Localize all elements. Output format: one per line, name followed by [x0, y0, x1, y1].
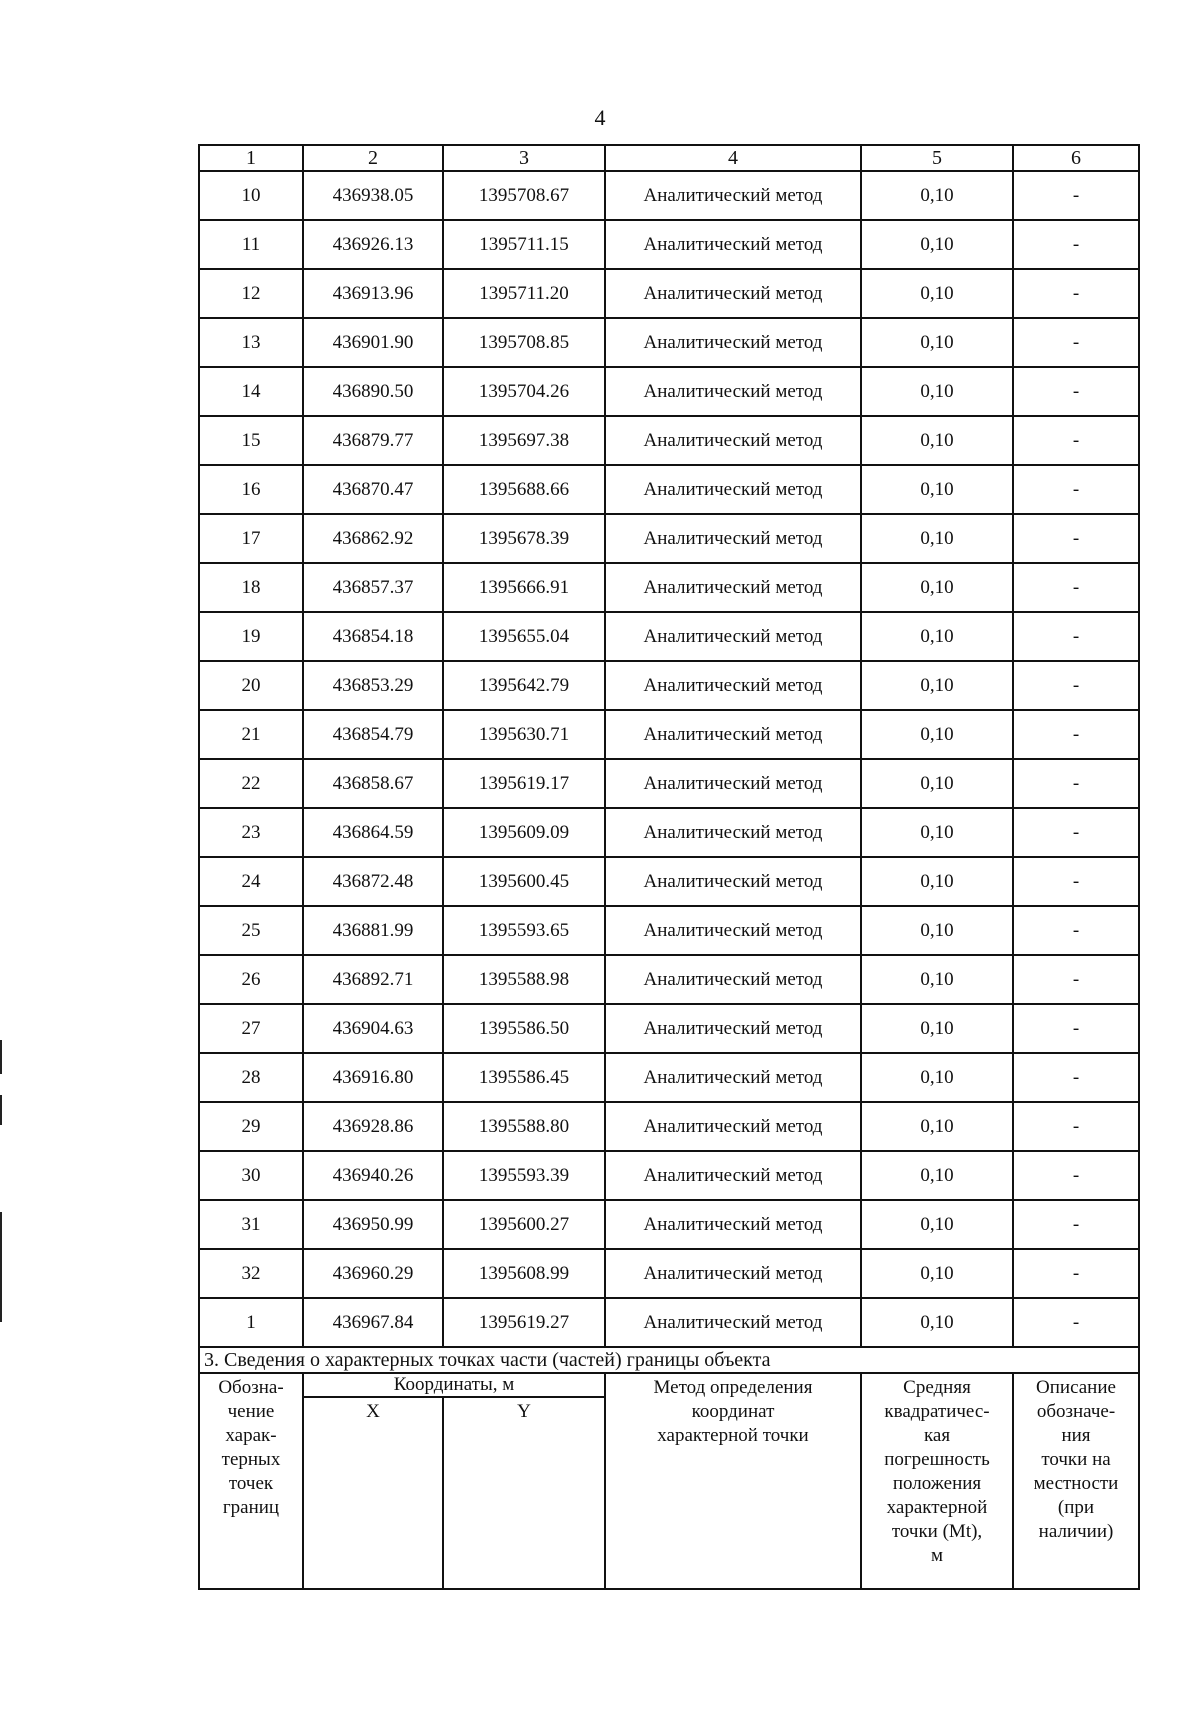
x-coordinate-cell: 436881.99: [303, 906, 443, 955]
method-cell: Аналитический метод: [605, 612, 861, 661]
y-coordinate-cell: 1395708.85: [443, 318, 605, 367]
table-row: [199, 563, 1139, 612]
column-number: 6: [1013, 145, 1139, 171]
y-coordinate-cell: 1395586.50: [443, 1004, 605, 1053]
y-coordinate-cell: 1395655.04: [443, 612, 605, 661]
description-cell: -: [1013, 269, 1139, 318]
header-x: X: [303, 1397, 443, 1589]
mt-cell: 0,10: [861, 563, 1013, 612]
x-coordinate-cell: 436872.48: [303, 857, 443, 906]
x-coordinate-cell: 436940.26: [303, 1151, 443, 1200]
point-number-cell: 15: [199, 416, 303, 465]
x-coordinate-cell: 436938.05: [303, 171, 443, 220]
table-row: [199, 1053, 1139, 1102]
point-number-cell: 16: [199, 465, 303, 514]
point-number-cell: 27: [199, 1004, 303, 1053]
mt-cell: 0,10: [861, 1298, 1013, 1347]
table-row: [199, 367, 1139, 416]
method-cell: Аналитический метод: [605, 710, 861, 759]
header-mt: Средняя квадратичес- кая погрешность положения характерной точки (Mt), м: [861, 1373, 1013, 1589]
coordinates-table: [198, 144, 1140, 1590]
x-coordinate-cell: 436854.79: [303, 710, 443, 759]
table-row: [199, 808, 1139, 857]
description-cell: -: [1013, 171, 1139, 220]
mt-cell: 0,10: [861, 1102, 1013, 1151]
method-cell: Аналитический метод: [605, 514, 861, 563]
point-number-cell: 13: [199, 318, 303, 367]
method-cell: Аналитический метод: [605, 318, 861, 367]
mt-cell: 0,10: [861, 416, 1013, 465]
table-row: [199, 465, 1139, 514]
y-coordinate-cell: 1395619.17: [443, 759, 605, 808]
description-cell: -: [1013, 906, 1139, 955]
y-coordinate-cell: 1395711.20: [443, 269, 605, 318]
table-row: [199, 1004, 1139, 1053]
table-row: [199, 1151, 1139, 1200]
point-number-cell: 32: [199, 1249, 303, 1298]
point-number-cell: 29: [199, 1102, 303, 1151]
mt-cell: 0,10: [861, 269, 1013, 318]
y-coordinate-cell: 1395609.09: [443, 808, 605, 857]
description-cell: -: [1013, 416, 1139, 465]
y-coordinate-cell: 1395588.80: [443, 1102, 605, 1151]
method-cell: Аналитический метод: [605, 1249, 861, 1298]
method-cell: Аналитический метод: [605, 955, 861, 1004]
mt-cell: 0,10: [861, 1004, 1013, 1053]
point-number-cell: 23: [199, 808, 303, 857]
y-coordinate-cell: 1395588.98: [443, 955, 605, 1004]
point-number-cell: 19: [199, 612, 303, 661]
mt-cell: 0,10: [861, 759, 1013, 808]
mt-cell: 0,10: [861, 710, 1013, 759]
table-body: [199, 145, 1139, 1589]
description-cell: -: [1013, 1298, 1139, 1347]
x-coordinate-cell: 436854.18: [303, 612, 443, 661]
column-number: 5: [861, 145, 1013, 171]
point-number-cell: 28: [199, 1053, 303, 1102]
y-coordinate-cell: 1395630.71: [443, 710, 605, 759]
method-cell: Аналитический метод: [605, 416, 861, 465]
method-cell: Аналитический метод: [605, 1053, 861, 1102]
method-cell: Аналитический метод: [605, 171, 861, 220]
description-cell: -: [1013, 1004, 1139, 1053]
method-cell: Аналитический метод: [605, 857, 861, 906]
y-coordinate-cell: 1395593.65: [443, 906, 605, 955]
x-coordinate-cell: 436862.92: [303, 514, 443, 563]
column-number: 4: [605, 145, 861, 171]
y-coordinate-cell: 1395608.99: [443, 1249, 605, 1298]
description-cell: -: [1013, 1053, 1139, 1102]
mt-cell: 0,10: [861, 1053, 1013, 1102]
section-3-title-row: [199, 1347, 1139, 1373]
table-row: [199, 1200, 1139, 1249]
x-coordinate-cell: 436904.63: [303, 1004, 443, 1053]
description-cell: -: [1013, 661, 1139, 710]
y-coordinate-cell: 1395586.45: [443, 1053, 605, 1102]
mt-cell: 0,10: [861, 955, 1013, 1004]
mt-cell: 0,10: [861, 171, 1013, 220]
method-cell: Аналитический метод: [605, 1298, 861, 1347]
y-coordinate-cell: 1395666.91: [443, 563, 605, 612]
method-cell: Аналитический метод: [605, 808, 861, 857]
table-row: [199, 220, 1139, 269]
point-number-cell: 26: [199, 955, 303, 1004]
x-coordinate-cell: 436879.77: [303, 416, 443, 465]
x-coordinate-cell: 436967.84: [303, 1298, 443, 1347]
point-number-cell: 25: [199, 906, 303, 955]
x-coordinate-cell: 436858.67: [303, 759, 443, 808]
mt-cell: 0,10: [861, 514, 1013, 563]
description-cell: -: [1013, 318, 1139, 367]
description-cell: -: [1013, 1249, 1139, 1298]
method-cell: Аналитический метод: [605, 563, 861, 612]
header-coordinates: Координаты, м: [303, 1373, 605, 1397]
mt-cell: 0,10: [861, 1200, 1013, 1249]
table-row: [199, 171, 1139, 220]
description-cell: -: [1013, 563, 1139, 612]
method-cell: Аналитический метод: [605, 367, 861, 416]
y-coordinate-cell: 1395619.27: [443, 1298, 605, 1347]
x-coordinate-cell: 436892.71: [303, 955, 443, 1004]
point-number-cell: 30: [199, 1151, 303, 1200]
point-number-cell: 31: [199, 1200, 303, 1249]
x-coordinate-cell: 436853.29: [303, 661, 443, 710]
description-cell: -: [1013, 1200, 1139, 1249]
y-coordinate-cell: 1395704.26: [443, 367, 605, 416]
mt-cell: 0,10: [861, 906, 1013, 955]
method-cell: Аналитический метод: [605, 1102, 861, 1151]
header-method: Метод определения координат характерной точки: [605, 1373, 861, 1589]
description-cell: -: [1013, 1102, 1139, 1151]
table-row: [199, 906, 1139, 955]
y-coordinate-cell: 1395600.45: [443, 857, 605, 906]
column-number-row: [199, 145, 1139, 171]
y-coordinate-cell: 1395593.39: [443, 1151, 605, 1200]
table-row: [199, 1102, 1139, 1151]
column-number: 1: [199, 145, 303, 171]
description-cell: -: [1013, 367, 1139, 416]
method-cell: Аналитический метод: [605, 759, 861, 808]
method-cell: Аналитический метод: [605, 269, 861, 318]
table-row: [199, 1249, 1139, 1298]
description-cell: -: [1013, 612, 1139, 661]
header-y: Y: [443, 1397, 605, 1589]
x-coordinate-cell: 436870.47: [303, 465, 443, 514]
table-row: [199, 318, 1139, 367]
description-cell: -: [1013, 465, 1139, 514]
y-coordinate-cell: 1395642.79: [443, 661, 605, 710]
column-number: 3: [443, 145, 605, 171]
mt-cell: 0,10: [861, 808, 1013, 857]
point-number-cell: 14: [199, 367, 303, 416]
point-number-cell: 22: [199, 759, 303, 808]
scan-edge-mark: [0, 1212, 2, 1322]
mt-cell: 0,10: [861, 612, 1013, 661]
x-coordinate-cell: 436913.96: [303, 269, 443, 318]
x-coordinate-cell: 436890.50: [303, 367, 443, 416]
mt-cell: 0,10: [861, 1249, 1013, 1298]
mt-cell: 0,10: [861, 220, 1013, 269]
table-row: [199, 514, 1139, 563]
scan-edge-mark: [0, 1095, 2, 1125]
x-coordinate-cell: 436926.13: [303, 220, 443, 269]
table-row: [199, 857, 1139, 906]
scan-edge-mark: [0, 1040, 2, 1074]
method-cell: Аналитический метод: [605, 465, 861, 514]
table-row: [199, 269, 1139, 318]
point-number-cell: 20: [199, 661, 303, 710]
method-cell: Аналитический метод: [605, 220, 861, 269]
mt-cell: 0,10: [861, 465, 1013, 514]
table-row: [199, 612, 1139, 661]
header-point-designation: Обозна- чение харак- терных точек границ: [199, 1373, 303, 1589]
y-coordinate-cell: 1395711.15: [443, 220, 605, 269]
description-cell: -: [1013, 1151, 1139, 1200]
x-coordinate-cell: 436857.37: [303, 563, 443, 612]
mt-cell: 0,10: [861, 318, 1013, 367]
method-cell: Аналитический метод: [605, 1200, 861, 1249]
method-cell: Аналитический метод: [605, 661, 861, 710]
mt-cell: 0,10: [861, 857, 1013, 906]
point-number-cell: 17: [199, 514, 303, 563]
description-cell: -: [1013, 220, 1139, 269]
y-coordinate-cell: 1395708.67: [443, 171, 605, 220]
table-row: [199, 710, 1139, 759]
table-row: [199, 759, 1139, 808]
method-cell: Аналитический метод: [605, 1151, 861, 1200]
point-number-cell: 11: [199, 220, 303, 269]
x-coordinate-cell: 436901.90: [303, 318, 443, 367]
table-row: [199, 955, 1139, 1004]
table-row: [199, 661, 1139, 710]
mt-cell: 0,10: [861, 661, 1013, 710]
y-coordinate-cell: 1395600.27: [443, 1200, 605, 1249]
mt-cell: 0,10: [861, 367, 1013, 416]
point-number-cell: 10: [199, 171, 303, 220]
point-number-cell: 18: [199, 563, 303, 612]
description-cell: -: [1013, 710, 1139, 759]
column-number: 2: [303, 145, 443, 171]
x-coordinate-cell: 436950.99: [303, 1200, 443, 1249]
description-cell: -: [1013, 759, 1139, 808]
method-cell: Аналитический метод: [605, 1004, 861, 1053]
description-cell: -: [1013, 808, 1139, 857]
x-coordinate-cell: 436916.80: [303, 1053, 443, 1102]
point-number-cell: 24: [199, 857, 303, 906]
point-number-cell: 21: [199, 710, 303, 759]
method-cell: Аналитический метод: [605, 906, 861, 955]
description-cell: -: [1013, 955, 1139, 1004]
y-coordinate-cell: 1395697.38: [443, 416, 605, 465]
point-number-cell: 12: [199, 269, 303, 318]
page-number: 4: [594, 105, 606, 130]
x-coordinate-cell: 436928.86: [303, 1102, 443, 1151]
description-cell: -: [1013, 857, 1139, 906]
table-row: [199, 416, 1139, 465]
header-description: Описание обозначе- ния точки на местности (при наличии): [1013, 1373, 1139, 1589]
y-coordinate-cell: 1395688.66: [443, 465, 605, 514]
mt-cell: 0,10: [861, 1151, 1013, 1200]
y-coordinate-cell: 1395678.39: [443, 514, 605, 563]
point-number-cell: 1: [199, 1298, 303, 1347]
section-3-title: 3. Сведения о характерных точках части (частей) границы объекта: [199, 1347, 1139, 1373]
table-row: [199, 1298, 1139, 1347]
x-coordinate-cell: 436864.59: [303, 808, 443, 857]
section-3-header-row: [199, 1373, 1139, 1397]
description-cell: -: [1013, 514, 1139, 563]
x-coordinate-cell: 436960.29: [303, 1249, 443, 1298]
